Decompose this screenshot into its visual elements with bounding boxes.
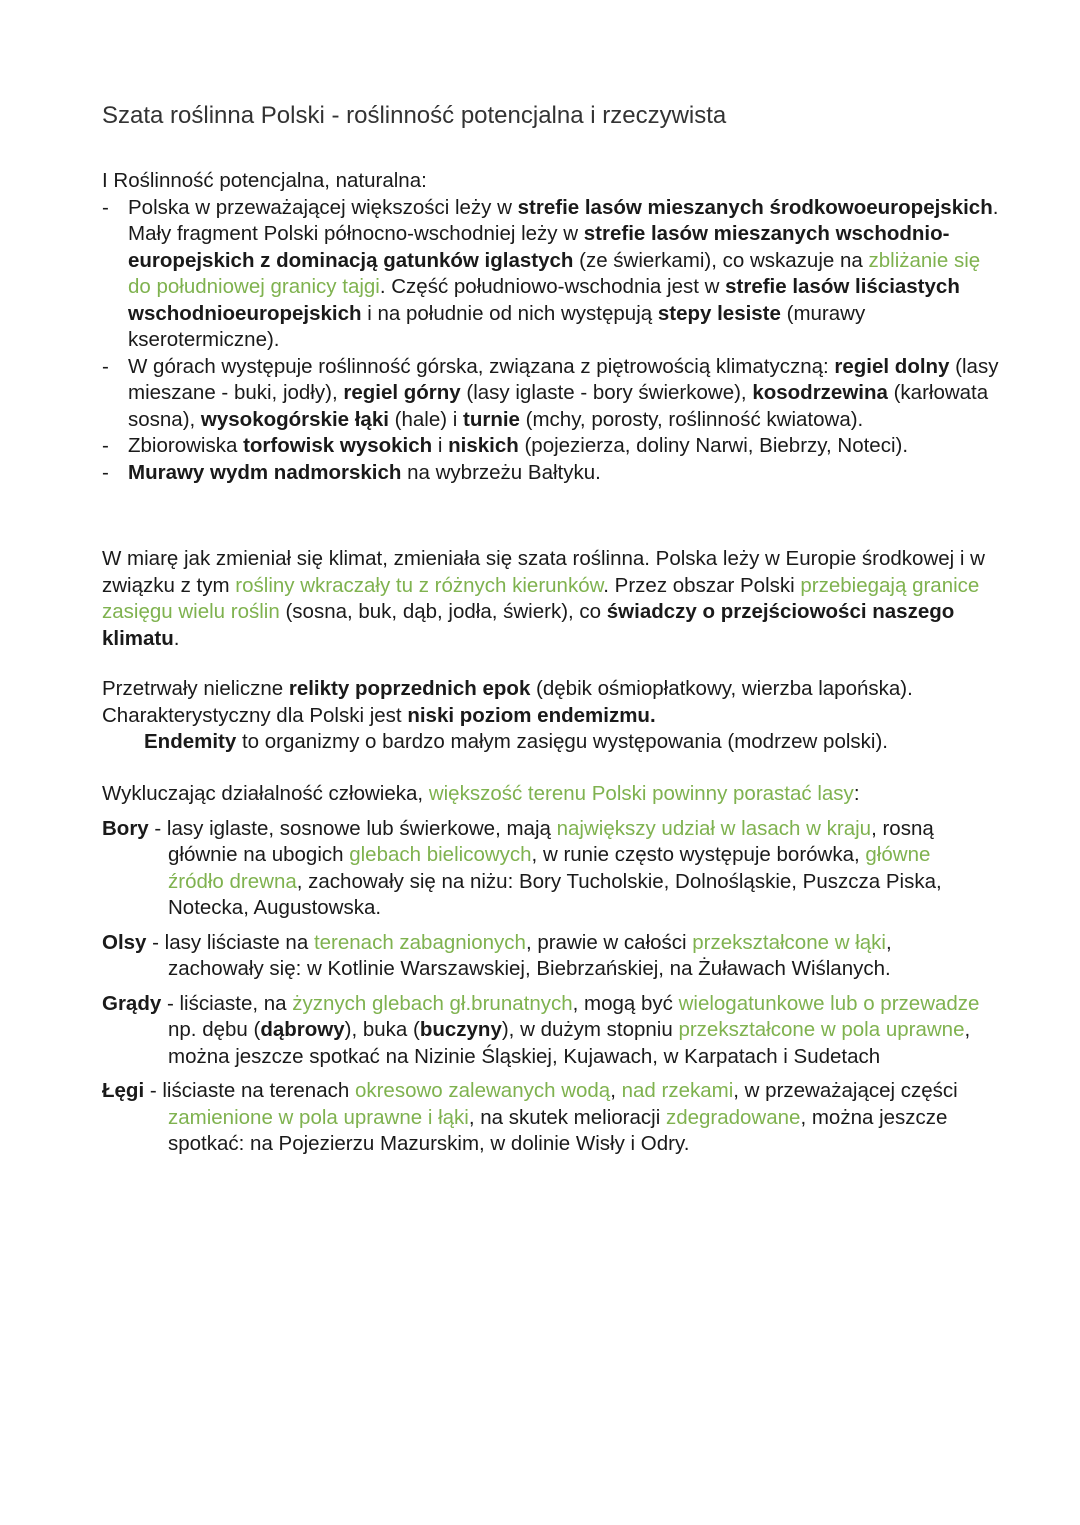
bullet-item xyxy=(102,460,1002,487)
text-run: - lasy iglaste, sosnowe lub świerkowe, mają xyxy=(148,816,557,840)
bold-text: regiel dolny xyxy=(834,354,950,378)
section-forests xyxy=(102,781,982,1158)
text-run: W miarę jak zmieniał się klimat, zmieniała się szata roślinna. Polska leży w Europie środkowej i w związku z tym xyxy=(102,547,985,597)
highlight-text: większość terenu Polski powinny porastać lasy xyxy=(428,782,854,805)
highlight-text: rośliny wkraczały tu z różnych kierunków xyxy=(235,573,604,597)
dash-marker: - xyxy=(102,434,109,457)
forest-type-item xyxy=(102,1078,982,1158)
highlight-text: główne źródło drewna xyxy=(168,843,931,893)
highlight-text: zamienione w pola uprawne i łąki xyxy=(168,1105,469,1129)
text-run: , można jeszcze spotkać na Nizinie Śląskiej, Kujawach, w Karpatach i Sudetach xyxy=(168,1018,971,1068)
text-run: , mogą być xyxy=(572,991,679,1015)
text-run: . Mały fragment Polski północno-wschodniej leży w xyxy=(128,195,999,245)
section-potential xyxy=(102,168,1002,486)
dash-marker: - xyxy=(102,460,109,484)
forest-type-item xyxy=(102,816,982,922)
bold-text: wysokogórskie łąki xyxy=(200,407,389,431)
text-run: (mchy, porosty, roślinność kwiatowa). xyxy=(519,407,864,431)
forest-type-term: Grądy xyxy=(102,991,162,1015)
bullet-item xyxy=(102,195,1002,354)
text-run: Zbiorowiska xyxy=(128,434,244,457)
forest-type-term: Olsy xyxy=(102,930,147,954)
bold-text: niskich xyxy=(448,434,519,457)
bold-text: strefie lasów mieszanych środkowoeuropejskich xyxy=(517,195,993,219)
paragraph-climate-text xyxy=(102,546,1002,652)
highlight-text: żyznych glebach gł.brunatnych xyxy=(292,991,573,1015)
text-run: (dębik ośmiopłatkowy, wierzba lapońska). Charakterystyczny dla Polski jest xyxy=(102,677,913,727)
bold-text: kosodrzewina xyxy=(752,381,888,404)
text-run: W górach występuje roślinność górska, związana z piętrowością klimatyczną: xyxy=(128,354,835,378)
text-run: (lasy mieszane - buki, jodły), xyxy=(128,354,999,404)
text-run: to organizmy o bardzo małym zasięgu występowania (modrzew polski). xyxy=(236,730,888,753)
highlight-text: nad rzekami xyxy=(621,1079,734,1102)
bold-text: niski poziom endemizmu. xyxy=(407,703,656,727)
highlight-text: przekształcone w pola uprawne xyxy=(678,1018,965,1041)
text-run: (pojezierza, doliny Narwi, Biebrzy, Noteci). xyxy=(518,434,909,457)
highlight-text: zdegradowane xyxy=(665,1105,801,1129)
highlight-text: przebiegają granice zasięgu wielu roślin xyxy=(102,573,980,623)
bullet-item xyxy=(102,354,1002,434)
forests-intro xyxy=(102,781,982,808)
bold-text: turnie xyxy=(463,407,520,431)
bold-text: regiel górny xyxy=(343,381,461,404)
text-run: (ze świerkami), co wskazuje na xyxy=(573,248,869,272)
text-run: , w runie często występuje borówka, xyxy=(531,843,866,866)
text-run: . xyxy=(173,626,180,650)
text-run: , xyxy=(610,1079,622,1102)
highlight-text: terenach zabagnionych xyxy=(313,930,526,954)
text-run: : xyxy=(853,782,860,805)
text-run: ), buka ( xyxy=(344,1018,420,1041)
text-run: np. dębu ( xyxy=(168,1018,261,1041)
text-run: Polska w przeważającej większości leży w xyxy=(128,195,518,219)
section-heading: I Roślinność potencjalna, naturalna: xyxy=(102,169,427,192)
text-run: i xyxy=(432,434,449,457)
text-run: i na południe od nich występują xyxy=(361,301,658,325)
bold-text: dąbrowy xyxy=(260,1018,345,1041)
highlight-text: zbliżanie się do południowej granicy tajgi xyxy=(128,248,981,298)
bold-text: buczyny xyxy=(419,1018,502,1041)
text-run: - lasy liściaste na xyxy=(146,930,314,954)
paragraph-climate xyxy=(102,546,1002,652)
text-run: , można jeszcze spotkać: na Pojezierzu Mazurskim, w dolinie Wisły i Odry. xyxy=(168,1105,948,1155)
text-run: . Część południowo-wschodnia jest w xyxy=(379,275,726,298)
text-run: Wykluczając działalność człowieka, xyxy=(102,782,429,805)
text-run: (sosna, buk, dąb, jodła, świerk), co xyxy=(279,600,607,623)
bullet-list xyxy=(102,195,1002,487)
text-run: - liściaste na terenach xyxy=(144,1079,355,1102)
forest-types-list xyxy=(102,816,982,1158)
bold-text: torfowisk wysokich xyxy=(243,434,433,457)
text-run: - liściaste, na xyxy=(161,991,293,1015)
bold-text: strefie lasów liściastych wschodnioeuropejskich xyxy=(128,275,960,325)
paragraph-relicts xyxy=(102,676,982,756)
text-run: na wybrzeżu Bałtyku. xyxy=(401,460,601,484)
text-run: , zachowały się na niżu: Bory Tucholskie, Dolnośląskie, Puszcza Piska, Notecka, Augustowska. xyxy=(168,869,942,919)
bold-text: relikty poprzednich epok xyxy=(288,677,531,700)
text-run: (lasy iglaste - bory świerkowe), xyxy=(460,381,753,404)
bold-text: stepy lesiste xyxy=(657,301,781,325)
highlight-text: największy udział w lasach w kraju xyxy=(556,816,872,840)
paragraph-relicts-text xyxy=(102,676,982,729)
bold-text: Endemity xyxy=(144,730,237,753)
dash-marker: - xyxy=(102,195,109,219)
text-run: , zachowały się: w Kotlinie Warszawskiej, Biebrzańskiej, na Żuławach Wiślanych. xyxy=(168,930,892,980)
bold-text: strefie lasów mieszanych wschodnio-europejskich z dominacją gatunków iglastych xyxy=(128,222,950,272)
highlight-text: wielogatunkowe lub o przewadze xyxy=(678,991,980,1015)
forest-type-term: Bory xyxy=(102,816,149,840)
bold-text: Murawy wydm nadmorskich xyxy=(128,460,402,484)
text-run: , w przeważającej części xyxy=(733,1079,958,1102)
highlight-text: glebach bielicowych xyxy=(349,843,532,866)
forest-type-item xyxy=(102,930,982,983)
bold-text: świadczy o przejściowości naszego klimatu xyxy=(102,600,955,650)
page-title: Szata roślinna Polski - roślinność potencjalna i rzeczywista xyxy=(102,102,727,129)
forest-type-item xyxy=(102,991,982,1071)
text-run: , prawie w całości xyxy=(525,930,693,954)
highlight-text: przekształcone w łąki xyxy=(692,930,886,954)
text-run: (murawy kserotermiczne). xyxy=(128,301,866,351)
text-run: (hale) i xyxy=(388,407,463,431)
text-run: , na skutek melioracji xyxy=(468,1105,666,1129)
text-run: , rosną głównie na ubogich xyxy=(168,816,934,866)
text-run: ), w dużym stopniu xyxy=(501,1018,679,1041)
text-run: (karłowata sosna), xyxy=(128,381,989,431)
dash-marker: - xyxy=(102,354,109,378)
highlight-text: okresowo zalewanych wodą xyxy=(354,1079,611,1102)
text-run: Przetrwały nieliczne xyxy=(102,677,289,700)
forest-type-term: Łęgi xyxy=(102,1079,145,1102)
paragraph-endemic-text xyxy=(102,729,982,756)
text-run: . Przez obszar Polski xyxy=(603,573,801,597)
bullet-item xyxy=(102,433,1002,460)
